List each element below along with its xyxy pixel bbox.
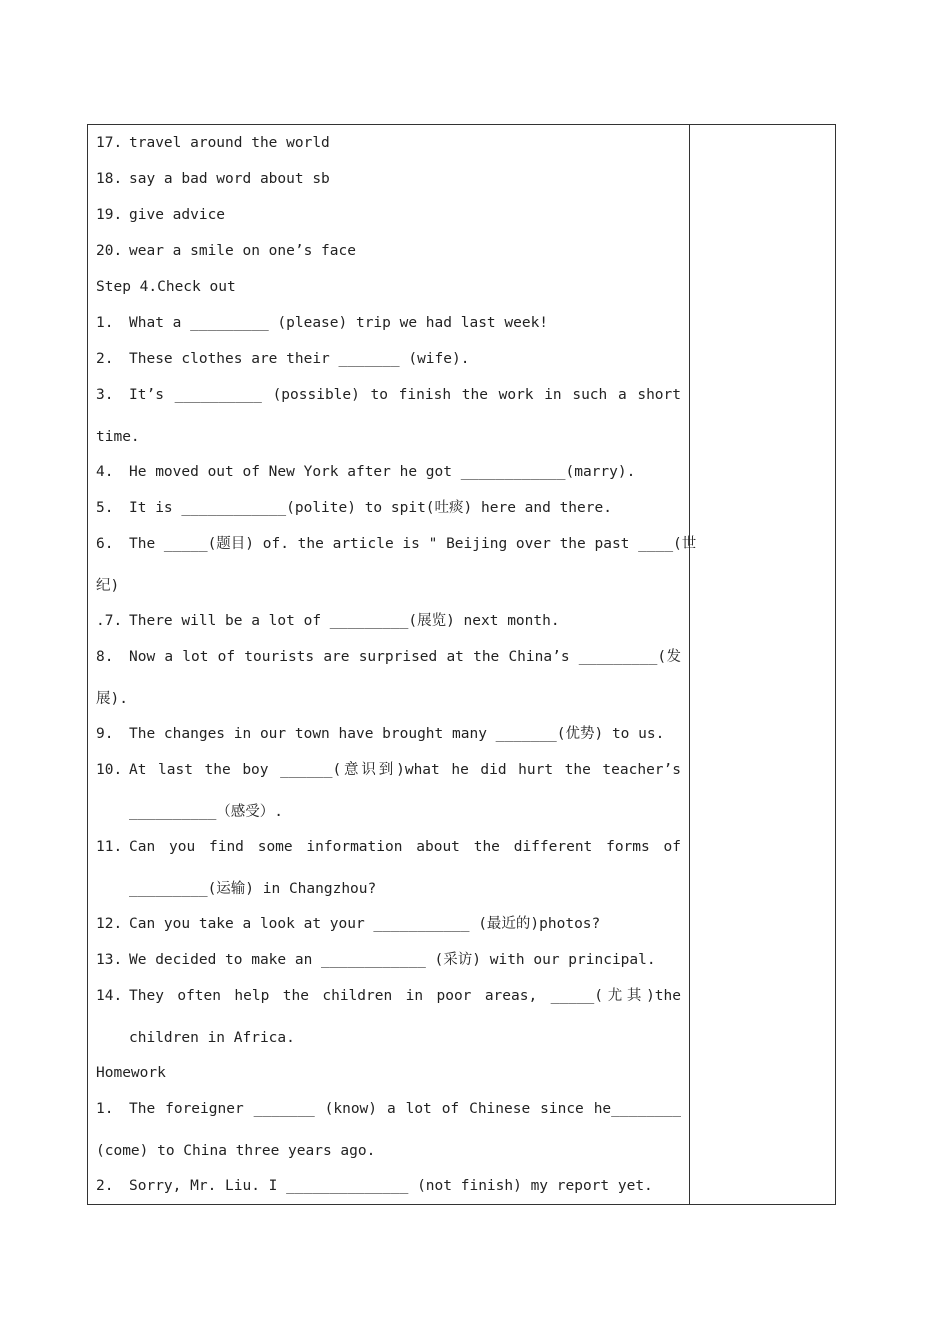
homework-item: 2. Sorry, Mr. Liu. I ______________ (not finish) my report yet.: [96, 1178, 653, 1194]
phrase-item: 20. wear a smile on one’s face: [96, 243, 356, 259]
exercise-continuation: 纪): [96, 578, 120, 594]
worksheet-content: [96, 125, 697, 1204]
exercise-item: 3. It’s __________ (possible) to finish the work in such a short: [96, 387, 681, 403]
exercise-item: 14. They often help the children in poor areas, _____(尤其)the: [96, 988, 681, 1004]
exercise-item: 10. At last the boy ______(意识到)what he did hurt the teacher’s: [96, 762, 681, 778]
exercise-item: 8. Now a lot of tourists are surprised at the China’s _________(发: [96, 649, 681, 665]
step4-heading: Step 4.Check out: [96, 279, 236, 295]
homework-item: 1. The foreigner _______ (know) a lot of Chinese since he________: [96, 1101, 681, 1117]
exercise-item: 9. The changes in our town have brought many _______(优势) to us.: [96, 726, 665, 742]
exercise-item: 13. We decided to make an ____________ (采访) with our principal.: [96, 952, 656, 968]
exercise-item: 5. It is ____________(polite) to spit(吐痰) here and there.: [96, 500, 612, 516]
exercise-item: 1. What a _________ (please) trip we had last week!: [96, 315, 549, 331]
homework-continuation: (come) to China three years ago.: [96, 1143, 376, 1159]
exercise-continuation: time.: [96, 429, 140, 445]
exercise-item: 6. The _____(题目) of. the article is " Beijing over the past ____(世: [96, 536, 697, 552]
exercise-item: 12. Can you take a look at your ___________ (最近的)photos?: [96, 916, 601, 932]
worksheet-table: [87, 124, 836, 1205]
exercise-continuation: __________（感受）.: [129, 804, 284, 820]
exercise-continuation: 展).: [96, 691, 128, 707]
phrase-item: 18. say a bad word about sb: [96, 171, 330, 187]
homework-heading: Homework: [96, 1065, 166, 1081]
exercise-continuation: children in Africa.: [129, 1030, 295, 1046]
column-divider: [689, 125, 690, 1204]
exercise-item: 4. He moved out of New York after he got ____________(marry).: [96, 464, 636, 480]
phrase-item: 17. travel around the world: [96, 135, 330, 151]
exercise-continuation: _________(运输) in Changzhou?: [129, 881, 377, 897]
exercise-item: 11. Can you find some information about the different forms of: [96, 839, 681, 855]
exercise-item: .7. There will be a lot of _________(展览) next month.: [96, 613, 560, 629]
exercise-item: 2. These clothes are their _______ (wife).: [96, 351, 470, 367]
phrase-item: 19. give advice: [96, 207, 226, 223]
